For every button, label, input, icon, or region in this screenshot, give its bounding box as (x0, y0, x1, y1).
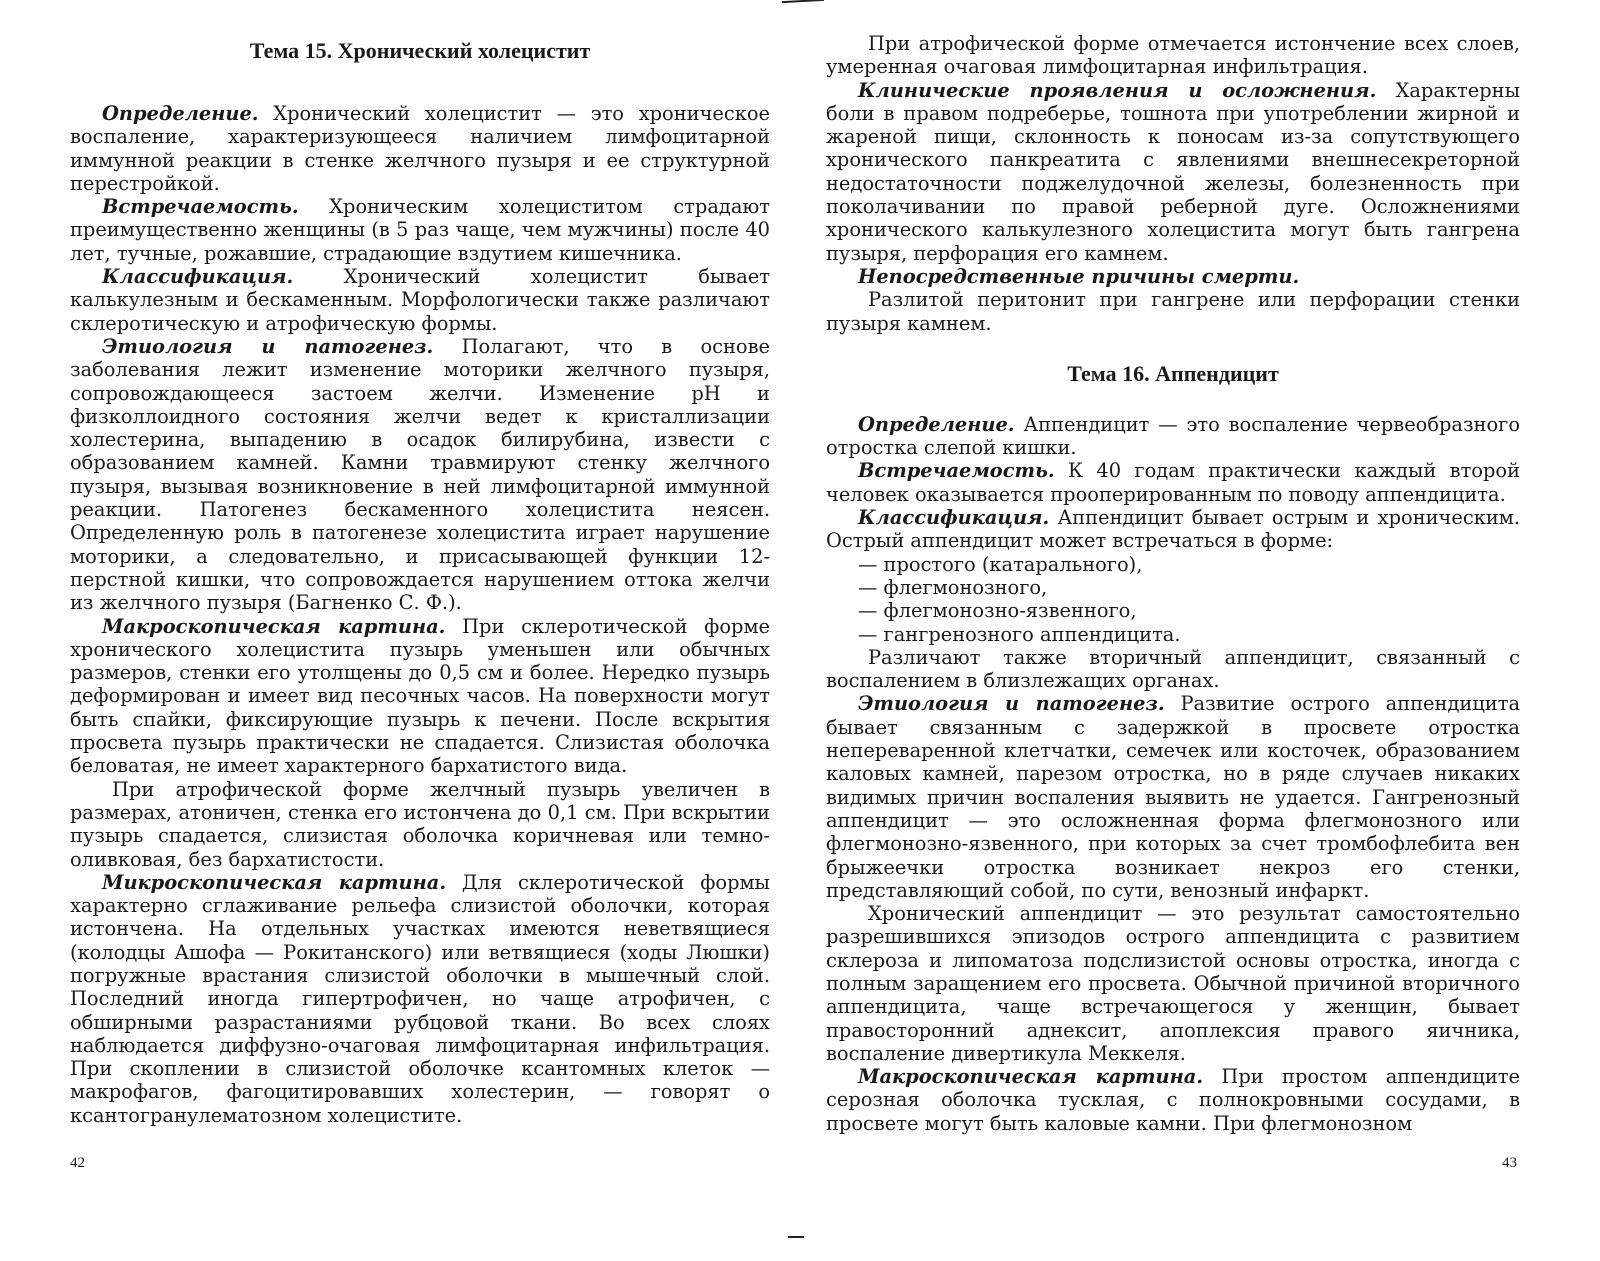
section-text: При склеротической форме хронического холецистита пузырь уменьшен или обычных размеров, стенки его утолщены до 0,5 см и более. Нередко пузырь деформирован и имеет вид песочных часов. На поверхности могут быть спайки, фиксирующие пузырь к печени. После вскрытия просвета пузырь практически не спадается. Слизистая оболочка беловатая, не имеет характерного бархатистого вида. (70, 614, 770, 778)
term-label: Этиология и патогенез. (102, 334, 434, 358)
classification-paragraph: Классификация. Аппендицит бывает острым и хроническим. Острый аппендицит может встречаться в форме: (826, 506, 1520, 553)
section-text: Хроническим холециститом страдают преимущественно женщины (в 5 раз чаще, чем мужчины) после 40 лет, тучные, рожавшие, страдающие вздутием кишечника. (70, 195, 770, 265)
list-item: — простого (катарального), (858, 552, 1143, 576)
section-paragraph (70, 615, 770, 778)
term-label: Микроскопическая картина. (102, 870, 447, 894)
etiology-paragraph: Этиология и патогенез. Развитие острого аппендицита бывает связанным с задержкой в просвете отростка непереваренной клетчатки, семечек или косточек, образованием каловых камней, парезом отростка, но в ряде случаев никаких видимых причин воспаления выявить не удается. Гангренозный аппендицит — это осложненная форма флегмонозного или флегмонозно-язвенного, при которых за счет тромбофлебита вен брыжеечки отростка возникает некроз его стенки, представляющий собой, по сути, венозный инфаркт. (826, 692, 1521, 902)
chronic-appendicitis-paragraph: Хронический аппендицит — это результат самостоятельно разрешившихся эпизодов острого аппендицита с развитием склероза и липоматоза подслизистой основы отростка, иногда с полным заращением его просвета. Обычной причиной вторичного аппендицита, чаще встречающегося у женщин, бывает правосторонний аднексит, апоплексия правого яичника, воспаление дивертикула Меккеля. (826, 902, 1520, 1065)
term-label: Непосредственные причины смерти. (858, 264, 1300, 288)
definition-paragraph: Определение. Аппендицит — это воспаление червеобразного отростка слепой кишки. (826, 412, 1520, 460)
section-text: Для склеротической формы характерно сглаживание рельефа слизистой оболочки, которая истончена. На отдельных участках имеются неветвящиеся (колодцы Ашофа — Рокитанского) или ветвящиеся (ходы Люшки) погружные врастания слизистой оболочки в мышечный слой. Последний иногда гипертрофичен, но чаще атрофичен, с обширными разрастаниями рубцовой ткани. Во всех слоях наблюдается диффузно-очаговая лимфоцитарная инфильтрация. При скоплении в слизистой оболочке ксантомных клеток — макрофагов, фагоцитировавших холестерин, — говорят о ксантогранулематозном холецистите. (70, 870, 770, 1127)
term-label: Макроскопическая картина. (858, 1065, 1204, 1089)
term-label: Макроскопическая картина. (102, 614, 446, 638)
term-label: Классификация. (858, 506, 1050, 530)
section-text: Хронический холецистит бывает калькулезным и бескаменным. Морфологически также различают склеротическую и атрофическую формы. (70, 265, 770, 335)
page-number-right: 43 (1502, 1155, 1517, 1171)
left-page (0, 0, 790, 1261)
right-text-column (826, 0, 1520, 1135)
secondary-appendicitis-paragraph: Различают также вторичный аппендицит, связанный с воспалением в близлежащих органах. (826, 645, 1520, 693)
section-paragraph (70, 335, 770, 615)
chapter-title-16: Тема 16. Аппендицит (1067, 360, 1279, 386)
section-paragraph (826, 79, 1520, 265)
forms-list (826, 553, 1520, 646)
section-text: При атрофической форме желчный пузырь увеличен в размерах, атоничен, стенка его истончена до 0,1 см. При вскрытии пузырь спадается, слизистая оболочка коричневая или темно-оливковая, без бархатистости. (70, 777, 770, 871)
right-top-sections (826, 79, 1520, 289)
term-label: Этиология и патогенез. (858, 692, 1165, 716)
left-text-column (70, 0, 770, 1127)
section-paragraph (70, 195, 770, 265)
section-paragraph (70, 102, 770, 195)
term-label: Определение. (102, 102, 259, 125)
binding-mark-bottom (788, 1236, 804, 1238)
term-label: Классификация. (102, 265, 294, 289)
list-item: — флегмонозного, (858, 575, 1048, 599)
list-item: — флегмонозно-язвенного, (858, 599, 1137, 623)
right-page (800, 0, 1600, 1261)
section-paragraph (70, 778, 770, 871)
term-label: Определение. (858, 412, 1015, 436)
term-label: Клинические проявления и осложнения. (858, 78, 1377, 102)
macro-paragraph: Макроскопическая картина. При простом аппендиците серозная оболочка тусклая, с полнокровными сосудами, в просвете могут быть каловые камни. При флегмонозном (826, 1065, 1520, 1135)
section-text: Характерны боли в правом подреберье, тошнота при употреблении жирной и жареной пищи, склонность к поносам из-за сопутствующего хронического панкреатита с явлениями внешнесекреторной недостаточности поджелудочной железы, болезненность при поколачивании по правой реберной дуге. Осложнениями хронического калькулезного холецистита могут быть гангрена пузыря, перфорация его камнем. (826, 78, 1520, 265)
chapter-title-15: Тема 15. Хронический холецистит (249, 38, 591, 63)
section-paragraph (70, 265, 770, 335)
section-text: Хронический холецистит — это хроническое воспаление, характеризующееся наличием лимфоцитарной иммунной реакции в стенке желчного пузыря и ее структурной перестройкой. (70, 102, 770, 195)
occurrence-paragraph: Встречаемость. К 40 годам практически каждый второй человек оказывается прооперированным по поводу аппендицита. (826, 459, 1520, 506)
term-label: Встречаемость. (102, 195, 299, 219)
section-text: Полагают, что в основе заболевания лежит изменение моторики желчного пузыря, сопровождающееся застоем желчи. Изменение pH и физколлоидного состояния желчи ведет к кристаллизации холестерина, выпадению в осадок билирубина, извести с образованием камней. Камни травмируют стенку желчного пузыря, вызывая возникновение в ней лимфоцитарной иммунной реакции. Патогенез бескаменного холецистита неясен. Определенную роль в патогенезе холецистита играет нарушение моторики, а следовательно, и присасывающей функции 12-перстной кишки, что сопровождается нарушением оттока желчи из желчного пузыря (Багненко С. Ф.). (70, 334, 771, 615)
list-item: — гангренозного аппендицита. (858, 622, 1181, 646)
page-number-left: 42 (70, 1155, 85, 1171)
term-label: Встречаемость. (858, 459, 1055, 483)
atrophic-form-paragraph: При атрофической форме отмечается истончение всех слоев, умеренная очаговая лимфоцитарная инфильтрация. (826, 32, 1520, 79)
section-paragraph (70, 871, 770, 1127)
section-paragraph (826, 265, 1520, 288)
death-causes-paragraph: Разлитой перитонит при гангрене или перфорации стенки пузыря камнем. (826, 288, 1520, 335)
left-sections (70, 102, 770, 1127)
